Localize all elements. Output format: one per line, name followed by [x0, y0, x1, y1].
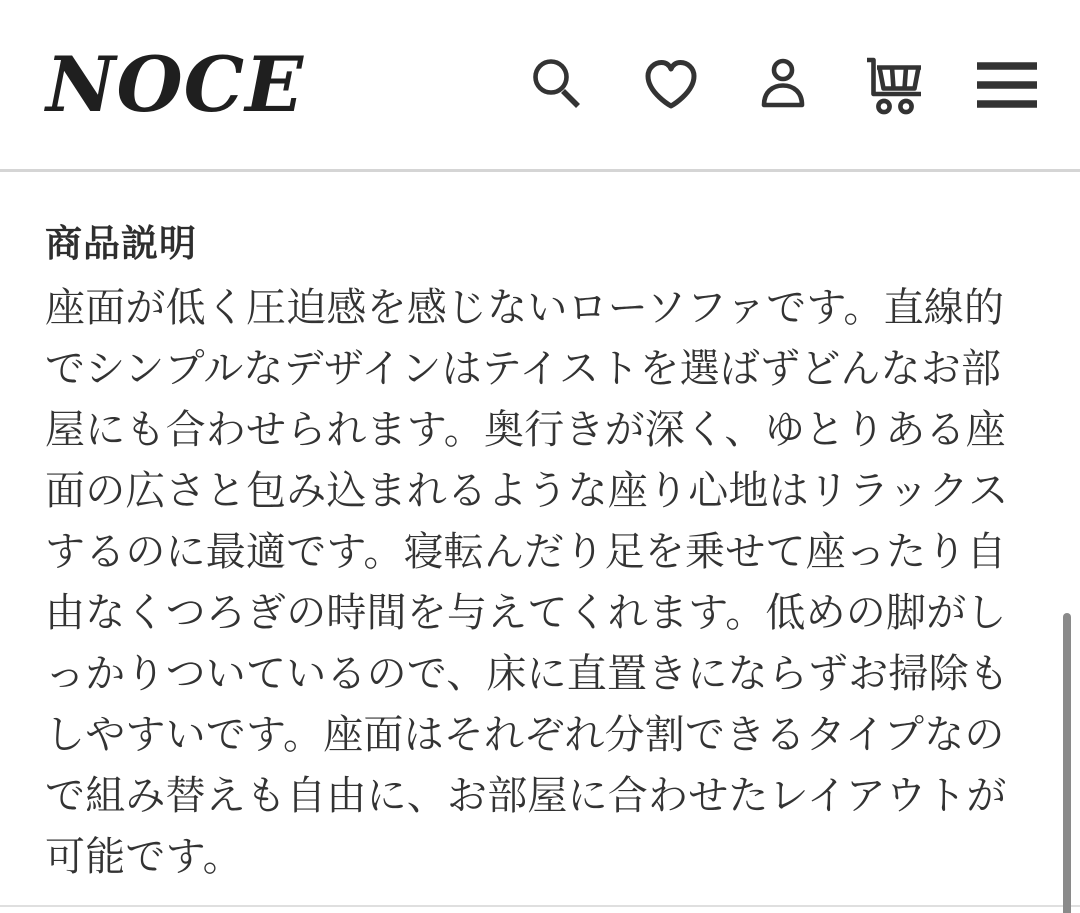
description-line: 面の広さと包み込まれるような座り心地はリラックス: [45, 469, 1009, 513]
description-line: で組み替えも自由に、お部屋に合わせたレイアウトが: [45, 774, 1007, 818]
menu-button[interactable]: [976, 54, 1038, 116]
cart-button[interactable]: [864, 54, 926, 116]
hamburger-menu-icon: [977, 61, 1037, 109]
heart-icon: [641, 55, 701, 115]
noce-logo[interactable]: NOCE: [46, 40, 305, 129]
description-line: 由なくつろぎの時間を与えてくれます。低めの脚がし: [45, 591, 1007, 635]
search-button[interactable]: [528, 54, 590, 116]
favorites-button[interactable]: [640, 54, 702, 116]
search-icon: [529, 55, 589, 115]
description-line: でシンプルなデザインはテイストを選ばずどんなお部: [45, 347, 1002, 391]
scrollbar-thumb[interactable]: [1063, 613, 1071, 913]
section-divider: [0, 905, 1080, 907]
description-line: 可能です。: [45, 835, 243, 879]
account-button[interactable]: [752, 54, 814, 116]
description-line: するのに最適です。寝転んだり足を乗せて座ったり自: [45, 530, 1007, 574]
product-description-section: [0, 172, 1080, 888]
product-description-text: [45, 278, 1035, 888]
description-line: っかりついているので、床に直置きにならずお掃除も: [45, 652, 1009, 696]
section-title: 商品説明: [45, 223, 197, 264]
cart-icon: [864, 54, 926, 116]
description-line: 座面が低く圧迫感を感じないローソファです。直線的: [45, 286, 1005, 330]
description-line: しやすいです。座面はそれぞれ分割できるタイプなの: [45, 713, 1005, 757]
header-nav: [528, 54, 1038, 116]
site-header: [0, 0, 1080, 170]
description-line: 屋にも合わせられます。奥行きが深く、ゆとりある座: [45, 408, 1006, 452]
user-icon: [753, 55, 813, 115]
